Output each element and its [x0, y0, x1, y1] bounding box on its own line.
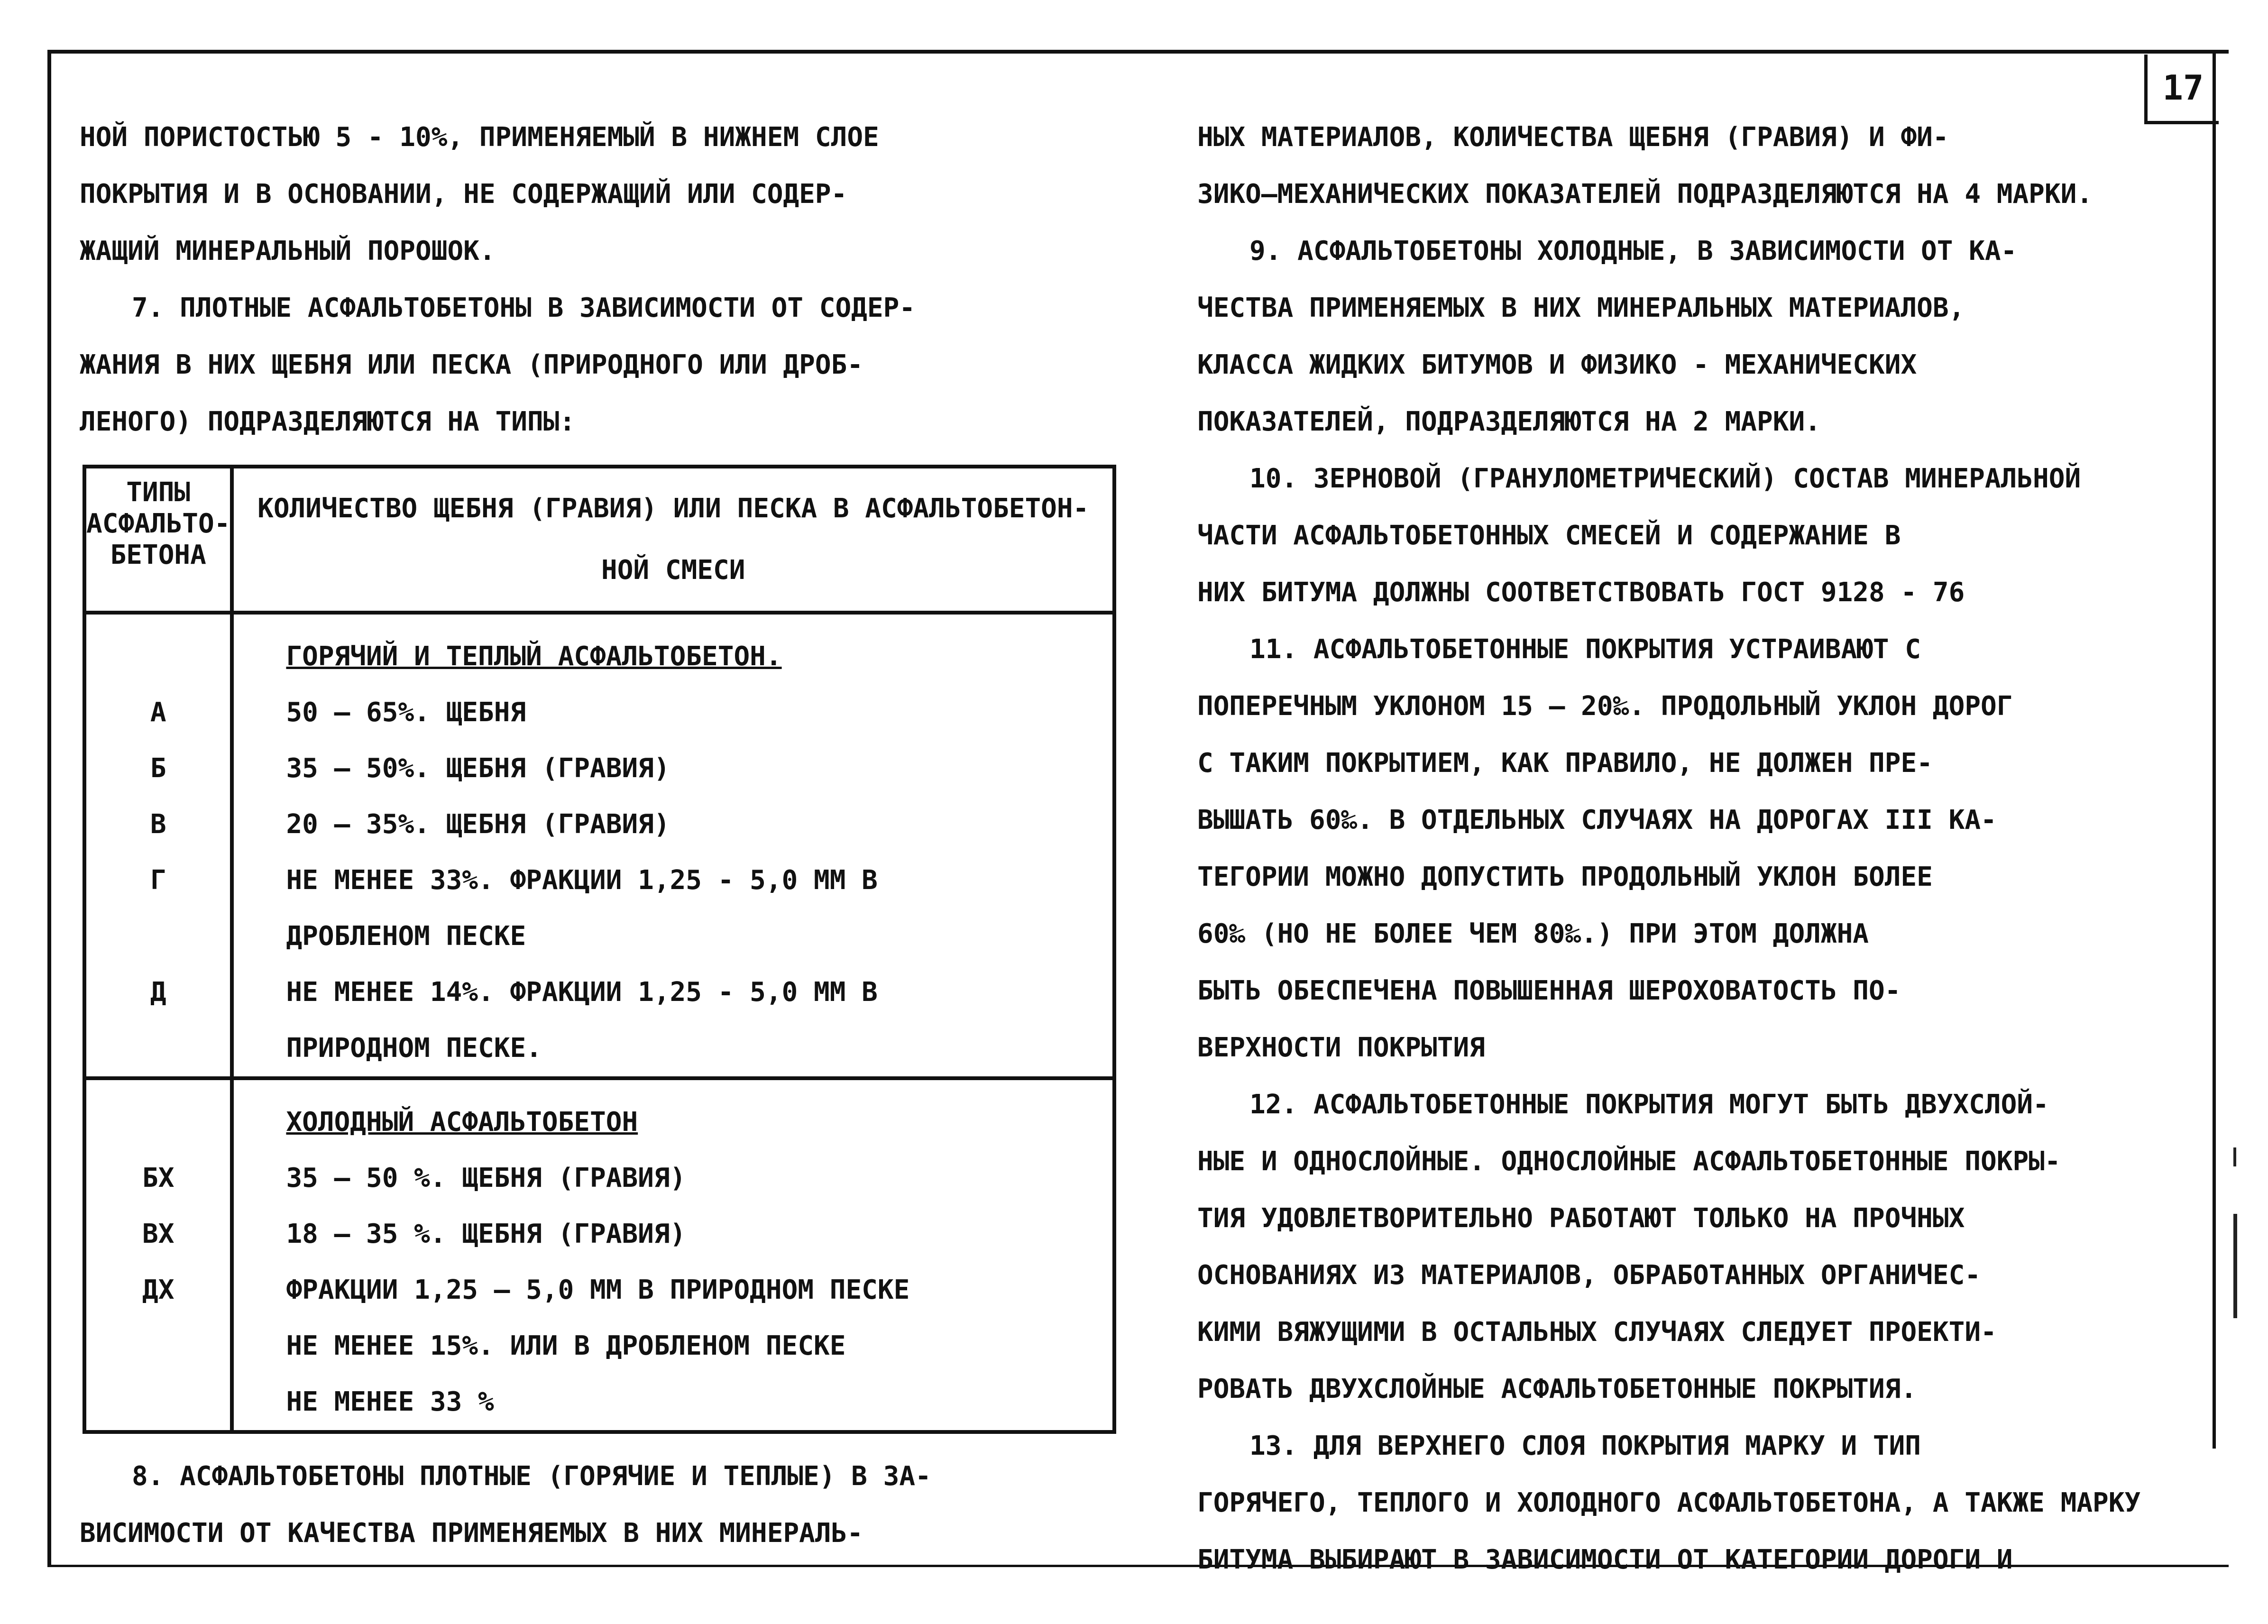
type-code: ДХ — [142, 1275, 174, 1305]
paragraph-7-start: 7. ПЛОТНЫЕ АСФАЛЬТОБЕТОНЫ В ЗАВИСИМОСТИ ОТ СОДЕР- — [132, 293, 916, 323]
asphalt-types-table — [83, 465, 1116, 1434]
paragraph-13-start: 13. ДЛЯ ВЕРХНЕГО СЛОЯ ПОКРЫТИЯ МАРКУ И ТИП — [1249, 1431, 1921, 1461]
section-title-cold: ХОЛОДНЫЙ АСФАЛЬТОБЕТОН — [286, 1107, 638, 1138]
content-cold — [232, 1078, 1114, 1432]
margin-mark — [2233, 1214, 2237, 1318]
text-line: БЫТЬ ОБЕСПЕЧЕНА ПОВЫШЕННАЯ ШЕРОХОВАТОСТЬ ПО- — [1197, 975, 1901, 1006]
table-row: 50 — 65%. ЩЕБНЯ — [286, 697, 526, 728]
section-title-hot: ГОРЯЧИЙ И ТЕПЛЫЙ АСФАЛЬТОБЕТОН. — [286, 641, 782, 672]
text-line: ВИСИМОСТИ ОТ КАЧЕСТВА ПРИМЕНЯЕМЫХ В НИХ МИНЕРАЛЬ- — [80, 1518, 863, 1549]
spacer — [86, 629, 230, 685]
type-code — [86, 1020, 230, 1076]
text-line: НЫЕ И ОДНОСЛОЙНЫЕ. ОДНОСЛОЙНЫЕ АСФАЛЬТОБЕТОННЫЕ ПОКРЫ- — [1197, 1146, 2061, 1177]
text-line: ВЫШАТЬ 60‰. В ОТДЕЛЬНЫХ СЛУЧАЯХ НА ДОРОГАХ III КА- — [1197, 805, 1997, 835]
table-row: 18 — 35 %. ЩЕБНЯ (ГРАВИЯ) — [286, 1219, 686, 1249]
table-row: НЕ МЕНЕЕ 33%. ФРАКЦИИ 1,25 - 5,0 ММ В — [286, 865, 878, 896]
text-line: ЖАНИЯ В НИХ ЩЕБНЯ ИЛИ ПЕСКА (ПРИРОДНОГО ИЛИ ДРОБ- — [80, 349, 863, 380]
frame-top-border — [47, 50, 2229, 54]
type-code: Б — [150, 753, 166, 784]
type-code — [86, 1374, 230, 1430]
paragraph-9-start: 9. АСФАЛЬТОБЕТОНЫ ХОЛОДНЫЕ, В ЗАВИСИМОСТИ ОТ КА- — [1249, 236, 2017, 266]
text-line: ЧАСТИ АСФАЛЬТОБЕТОННЫХ СМЕСЕЙ И СОДЕРЖАНИЕ В — [1197, 520, 1901, 551]
left-column — [80, 109, 1123, 1562]
table-section-cold — [84, 1078, 1114, 1432]
text-line: 60‰ (НО НЕ БОЛЕЕ ЧЕМ 80‰.) ПРИ ЭТОМ ДОЛЖНА — [1197, 918, 1869, 949]
text-line: НЫХ МАТЕРИАЛОВ, КОЛИЧЕСТВА ЩЕБНЯ (ГРАВИЯ) И ФИ- — [1197, 122, 1949, 153]
content-hot — [232, 613, 1114, 1078]
paragraph-12-start: 12. АСФАЛЬТОБЕТОННЫЕ ПОКРЫТИЯ МОГУТ БЫТЬ ДВУХСЛОЙ- — [1249, 1089, 2049, 1120]
table-row: НЕ МЕНЕЕ 33 % — [286, 1386, 494, 1417]
type-code: ВХ — [142, 1219, 174, 1249]
type-code: БХ — [142, 1163, 174, 1193]
table-row: ФРАКЦИИ 1,25 — 5,0 ММ В ПРИРОДНОМ ПЕСКЕ — [286, 1275, 910, 1305]
text-line: ЧЕСТВА ПРИМЕНЯЕМЫХ В НИХ МИНЕРАЛЬНЫХ МАТЕРИАЛОВ, — [1197, 293, 1965, 323]
type-codes-hot — [84, 613, 232, 1078]
type-code: А — [150, 697, 166, 728]
text-line: ПОПЕРЕЧНЫМ УКЛОНОМ 15 — 20‰. ПРОДОЛЬНЫЙ УКЛОН ДОРОГ — [1197, 691, 2013, 722]
table-row: НЕ МЕНЕЕ 14%. ФРАКЦИИ 1,25 - 5,0 ММ В — [286, 977, 878, 1008]
text-line: НИХ БИТУМА ДОЛЖНЫ СООТВЕТСТВОВАТЬ ГОСТ 9128 - 76 — [1197, 577, 1965, 608]
type-codes-cold — [84, 1078, 232, 1432]
text-line: С ТАКИМ ПОКРЫТИЕМ, КАК ПРАВИЛО, НЕ ДОЛЖЕН ПРЕ- — [1197, 748, 1933, 779]
type-code — [86, 908, 230, 964]
table-row: 20 — 35%. ЩЕБНЯ (ГРАВИЯ) — [286, 809, 670, 840]
text-line: ЛЕНОГО) ПОДРАЗДЕЛЯЮТСЯ НА ТИПЫ: — [80, 406, 576, 437]
spacer — [86, 1094, 230, 1150]
text-line: ГОРЯЧЕГО, ТЕПЛОГО И ХОЛОДНОГО АСФАЛЬТОБЕТОНА, А ТАКЖЕ МАРКУ — [1197, 1487, 2141, 1518]
table-row: ПРИРОДНОМ ПЕСКЕ. — [286, 1033, 542, 1064]
table-row: 35 — 50 %. ЩЕБНЯ (ГРАВИЯ) — [286, 1163, 686, 1193]
text-line: ПОКАЗАТЕЛЕЙ, ПОДРАЗДЕЛЯЮТСЯ НА 2 МАРКИ. — [1197, 406, 1821, 437]
text-line: ЖАЩИЙ МИНЕРАЛЬНЫЙ ПОРОШОК. — [80, 236, 496, 266]
paragraph-10-start: 10. ЗЕРНОВОЙ (ГРАНУЛОМЕТРИЧЕСКИЙ) СОСТАВ МИНЕРАЛЬНОЙ — [1249, 463, 2081, 494]
page-number: 17 — [2144, 55, 2219, 124]
text-line: БИТУМА ВЫБИРАЮТ В ЗАВИСИМОСТИ ОТ КАТЕГОРИИ ДОРОГИ И — [1197, 1544, 2013, 1575]
text-line: КИМИ ВЯЖУЩИМИ В ОСТАЛЬНЫХ СЛУЧАЯХ СЛЕДУЕТ ПРОЕКТИ- — [1197, 1317, 1997, 1348]
type-code: Г — [150, 865, 166, 896]
type-code — [86, 1318, 230, 1374]
type-code: Д — [150, 977, 166, 1008]
table-row: НЕ МЕНЕЕ 15%. ИЛИ В ДРОБЛЕНОМ ПЕСКЕ — [286, 1330, 846, 1361]
table-section-hot — [84, 613, 1114, 1078]
frame-right-border — [2213, 50, 2216, 1449]
table-header-row — [84, 467, 1114, 613]
header-content: КОЛИЧЕСТВО ЩЕБНЯ (ГРАВИЯ) ИЛИ ПЕСКА В АСФАЛЬТОБЕТОН-НОЙ СМЕСИ — [232, 467, 1114, 613]
text-line: КЛАССА ЖИДКИХ БИТУМОВ И ФИЗИКО - МЕХАНИЧЕСКИХ — [1197, 349, 1917, 380]
text-line: ТЕГОРИИ МОЖНО ДОПУСТИТЬ ПРОДОЛЬНЫЙ УКЛОН БОЛЕЕ — [1197, 862, 1933, 892]
text-line: ТИЯ УДОВЛЕТВОРИТЕЛЬНО РАБОТАЮТ ТОЛЬКО НА ПРОЧНЫХ — [1197, 1203, 1965, 1234]
text-line: ПОКРЫТИЯ И В ОСНОВАНИИ, НЕ СОДЕРЖАЩИЙ ИЛИ СОДЕР- — [80, 179, 847, 210]
table-row: ДРОБЛЕНОМ ПЕСКЕ — [286, 921, 526, 952]
paragraph-8-start: 8. АСФАЛЬТОБЕТОНЫ ПЛОТНЫЕ (ГОРЯЧИЕ И ТЕПЛЫЕ) В ЗА- — [132, 1461, 931, 1492]
margin-tick — [2233, 1147, 2236, 1166]
paragraph-11-start: 11. АСФАЛЬТОБЕТОННЫЕ ПОКРЫТИЯ УСТРАИВАЮТ С — [1249, 634, 1921, 665]
text-line: ЗИКО—МЕХАНИЧЕСКИХ ПОКАЗАТЕЛЕЙ ПОДРАЗДЕЛЯЮТСЯ НА 4 МАРКИ. — [1197, 179, 2093, 210]
table-row: 35 — 50%. ЩЕБНЯ (ГРАВИЯ) — [286, 753, 670, 784]
type-code: В — [150, 809, 166, 840]
text-line: ВЕРХНОСТИ ПОКРЫТИЯ — [1197, 1032, 1485, 1063]
header-type: ТИПЫ АСФАЛЬТО-БЕТОНА — [84, 467, 232, 613]
frame-left-border — [47, 50, 51, 1567]
text-line: РОВАТЬ ДВУХСЛОЙНЫЕ АСФАЛЬТОБЕТОННЫЕ ПОКРЫТИЯ. — [1197, 1374, 1917, 1404]
text-line: НОЙ ПОРИСТОСТЬЮ 5 - 10%, ПРИМЕНЯЕМЫЙ В НИЖНЕМ СЛОЕ — [80, 122, 879, 153]
right-column — [1197, 109, 2179, 1588]
text-line: ОСНОВАНИЯХ ИЗ МАТЕРИАЛОВ, ОБРАБОТАННЫХ ОРГАНИЧЕС- — [1197, 1260, 1981, 1291]
